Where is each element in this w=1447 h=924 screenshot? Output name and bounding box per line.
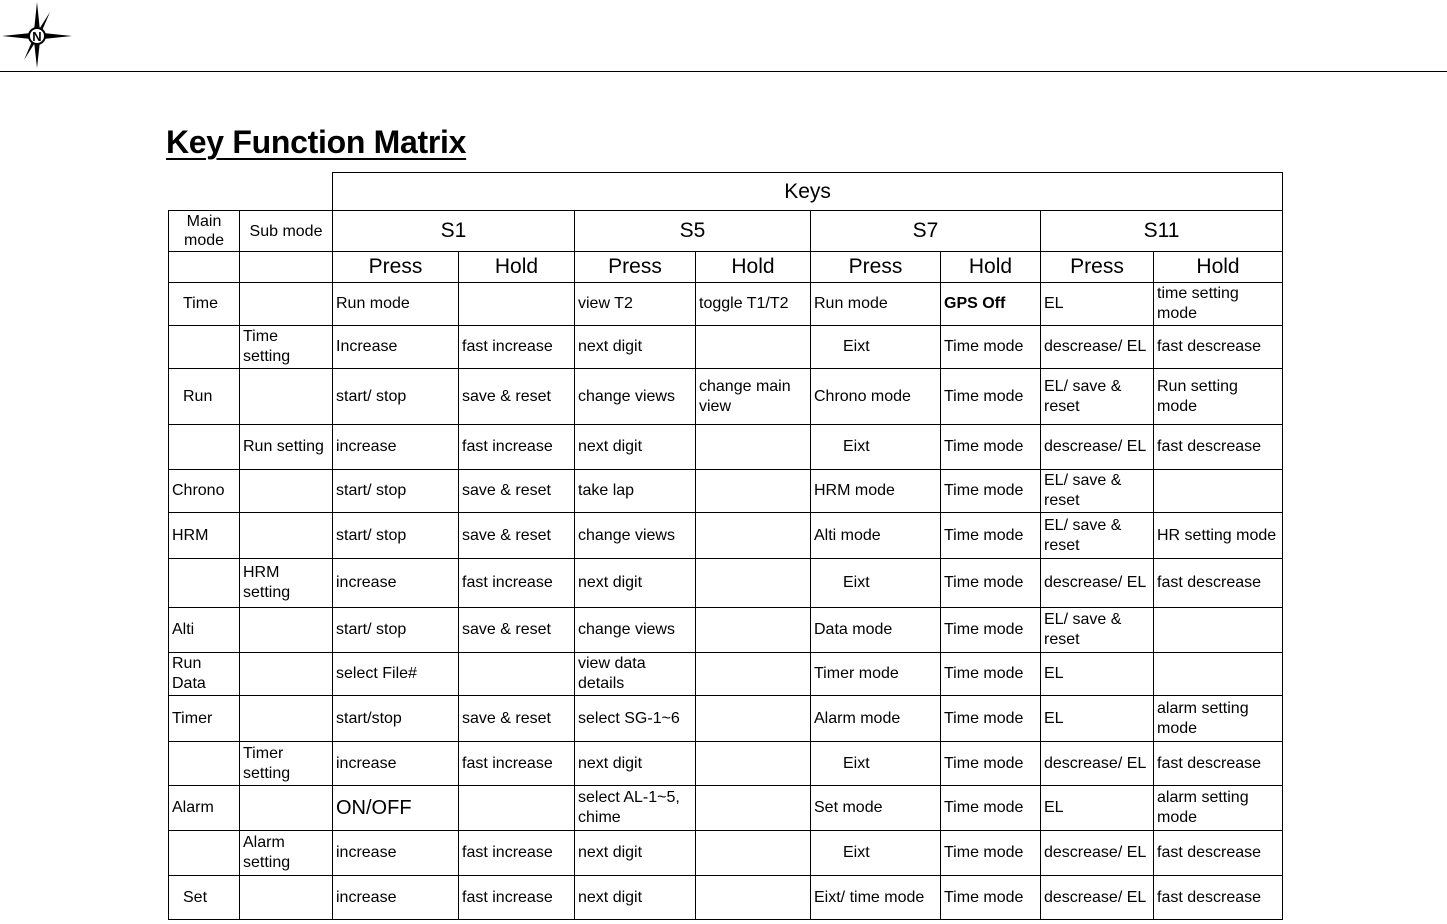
s1-hold-header: Hold: [459, 252, 575, 283]
table-row: [169, 369, 1283, 425]
s5-hold-cell: [696, 425, 811, 470]
s7-press-cell: Eixt/ time mode: [811, 876, 941, 920]
sub-mode-cell: Run setting: [240, 425, 333, 470]
s5-press-cell: select SG-1~6: [575, 696, 696, 742]
s7-hold-cell: Time mode: [941, 513, 1041, 559]
table-row: [169, 876, 1283, 920]
s7-hold-cell: Time mode: [941, 470, 1041, 513]
s11-hold-cell: time setting mode: [1154, 283, 1283, 326]
s1-hold-cell: fast increase: [459, 326, 575, 369]
s7-hold-header: Hold: [941, 252, 1041, 283]
s11-hold-cell: Run setting mode: [1154, 369, 1283, 425]
s11-hold-cell: fast descrease: [1154, 742, 1283, 786]
table-row: [169, 696, 1283, 742]
s5-press-cell: next digit: [575, 876, 696, 920]
s7-press-cell: Timer mode: [811, 653, 941, 696]
s7-press-cell: Eixt: [811, 326, 941, 369]
s1-press-cell: select File#: [333, 653, 459, 696]
sub-mode-cell: [240, 786, 333, 831]
page-title: Key Function Matrix: [166, 124, 467, 160]
s7-press-cell: Eixt: [811, 831, 941, 876]
s11-hold-cell: alarm setting mode: [1154, 696, 1283, 742]
s5-hold-cell: [696, 696, 811, 742]
s1-hold-cell: [459, 786, 575, 831]
s5-hold-cell: [696, 326, 811, 369]
s7-hold-cell: Time mode: [941, 876, 1041, 920]
main-mode-cell: Run: [169, 369, 240, 425]
table-row: [169, 786, 1283, 831]
s1-press-cell: start/ stop: [333, 369, 459, 425]
s1-press-cell: increase: [333, 876, 459, 920]
s11-press-cell: EL: [1041, 786, 1154, 831]
s11-press-cell: descrease/ EL: [1041, 876, 1154, 920]
table-row: [169, 326, 1283, 369]
s5-hold-cell: change main view: [696, 369, 811, 425]
table-row: [169, 653, 1283, 696]
s11-press-cell: EL: [1041, 283, 1154, 326]
s1-hold-cell: [459, 283, 575, 326]
s7-press-cell: Run mode: [811, 283, 941, 326]
main-mode-cell: [169, 742, 240, 786]
key-s1-header: S1: [333, 211, 575, 252]
s7-hold-cell: Time mode: [941, 786, 1041, 831]
s11-hold-cell: fast descrease: [1154, 326, 1283, 369]
s11-press-cell: descrease/ EL: [1041, 326, 1154, 369]
s1-hold-cell: save & reset: [459, 513, 575, 559]
sub-mode-header: Sub mode: [240, 211, 333, 252]
s5-hold-cell: [696, 559, 811, 608]
s7-hold-cell: Time mode: [941, 608, 1041, 653]
s11-press-cell: EL/ save & reset: [1041, 470, 1154, 513]
s11-hold-cell: [1154, 470, 1283, 513]
s7-press-cell: Alarm mode: [811, 696, 941, 742]
s11-press-cell: EL: [1041, 696, 1154, 742]
main-mode-cell: Timer: [169, 696, 240, 742]
s7-press-header: Press: [811, 252, 941, 283]
sub-mode-cell: Time setting: [240, 326, 333, 369]
s7-press-cell: Data mode: [811, 608, 941, 653]
s5-hold-cell: toggle T1/T2: [696, 283, 811, 326]
s1-press-cell: increase: [333, 831, 459, 876]
key-function-matrix: [168, 172, 1283, 920]
s7-hold-cell: Time mode: [941, 696, 1041, 742]
s7-hold-cell: Time mode: [941, 326, 1041, 369]
s1-press-cell: Increase: [333, 326, 459, 369]
s5-press-cell: select AL-1~5, chime: [575, 786, 696, 831]
s5-hold-cell: [696, 608, 811, 653]
s11-press-cell: descrease/ EL: [1041, 831, 1154, 876]
sub-mode-cell: [240, 369, 333, 425]
s11-hold-header: Hold: [1154, 252, 1283, 283]
s11-hold-cell: fast descrease: [1154, 559, 1283, 608]
s1-hold-cell: [459, 653, 575, 696]
s11-hold-cell: alarm setting mode: [1154, 786, 1283, 831]
s5-press-cell: next digit: [575, 326, 696, 369]
header-divider: [0, 71, 1447, 72]
s7-press-cell: HRM mode: [811, 470, 941, 513]
s7-hold-cell: Time mode: [941, 559, 1041, 608]
s1-hold-cell: fast increase: [459, 876, 575, 920]
s5-press-cell: next digit: [575, 559, 696, 608]
key-s5-header: S5: [575, 211, 811, 252]
sub-mode-cell: HRM setting: [240, 559, 333, 608]
s1-hold-cell: fast increase: [459, 742, 575, 786]
s5-hold-cell: [696, 742, 811, 786]
s11-hold-cell: fast descrease: [1154, 876, 1283, 920]
s1-press-cell: start/ stop: [333, 470, 459, 513]
main-mode-cell: [169, 425, 240, 470]
main-mode-cell: Alti: [169, 608, 240, 653]
s7-press-cell: Eixt: [811, 425, 941, 470]
s1-hold-cell: save & reset: [459, 470, 575, 513]
s1-press-cell: increase: [333, 425, 459, 470]
s1-press-cell: ON/OFF: [333, 786, 459, 831]
table-row: [169, 513, 1283, 559]
s5-press-cell: next digit: [575, 425, 696, 470]
main-mode-cell: HRM: [169, 513, 240, 559]
s11-press-cell: EL/ save & reset: [1041, 369, 1154, 425]
s5-hold-cell: [696, 513, 811, 559]
s5-press-header: Press: [575, 252, 696, 283]
s1-hold-cell: save & reset: [459, 608, 575, 653]
s11-press-cell: descrease/ EL: [1041, 742, 1154, 786]
s5-hold-cell: [696, 876, 811, 920]
s5-press-cell: change views: [575, 369, 696, 425]
sub-mode-cell: [240, 470, 333, 513]
s7-hold-cell: Time mode: [941, 425, 1041, 470]
sub-mode-cell: [240, 876, 333, 920]
main-mode-cell: Set: [169, 876, 240, 920]
sub-mode-cell: [240, 283, 333, 326]
sub-mode-cell: [240, 608, 333, 653]
empty-cell: [240, 252, 333, 283]
sub-mode-cell: [240, 513, 333, 559]
s11-press-cell: EL: [1041, 653, 1154, 696]
main-mode-cell: [169, 559, 240, 608]
main-mode-cell: Alarm: [169, 786, 240, 831]
table-row: [169, 608, 1283, 653]
s1-press-cell: Run mode: [333, 283, 459, 326]
main-mode-cell: [169, 831, 240, 876]
s1-hold-cell: save & reset: [459, 696, 575, 742]
main-mode-cell: Time: [169, 283, 240, 326]
s7-hold-cell: Time mode: [941, 742, 1041, 786]
s7-press-cell: Eixt: [811, 742, 941, 786]
s5-hold-cell: [696, 831, 811, 876]
s11-press-cell: EL/ save & reset: [1041, 513, 1154, 559]
s1-hold-cell: fast increase: [459, 559, 575, 608]
s5-hold-cell: [696, 653, 811, 696]
svg-text:N: N: [32, 29, 42, 44]
s5-press-cell: take lap: [575, 470, 696, 513]
key-names-row: [169, 211, 1283, 252]
s11-hold-cell: HR setting mode: [1154, 513, 1283, 559]
s7-hold-cell: Time mode: [941, 653, 1041, 696]
table-row: [169, 283, 1283, 326]
s1-hold-cell: fast increase: [459, 425, 575, 470]
table-row: [169, 559, 1283, 608]
s1-hold-cell: fast increase: [459, 831, 575, 876]
s5-hold-cell: [696, 470, 811, 513]
s11-hold-cell: [1154, 653, 1283, 696]
s11-hold-cell: [1154, 608, 1283, 653]
table-row: [169, 470, 1283, 513]
sub-mode-cell: Timer setting: [240, 742, 333, 786]
s1-press-cell: increase: [333, 742, 459, 786]
action-header-row: [169, 252, 1283, 283]
main-mode-cell: [169, 326, 240, 369]
s5-press-cell: view data details: [575, 653, 696, 696]
s7-hold-cell: GPS Off: [941, 283, 1041, 326]
s5-press-cell: next digit: [575, 742, 696, 786]
key-s11-header: S11: [1041, 211, 1283, 252]
s5-press-cell: change views: [575, 513, 696, 559]
s5-press-cell: next digit: [575, 831, 696, 876]
keys-header-row: [169, 173, 1283, 211]
s5-hold-cell: [696, 786, 811, 831]
s7-hold-cell: Time mode: [941, 831, 1041, 876]
corner-cell: [169, 173, 333, 211]
empty-cell: [169, 252, 240, 283]
s7-press-cell: Set mode: [811, 786, 941, 831]
main-mode-header: Main mode: [169, 211, 240, 252]
sub-mode-cell: Alarm setting: [240, 831, 333, 876]
s7-press-cell: Chrono mode: [811, 369, 941, 425]
s7-press-cell: Eixt: [811, 559, 941, 608]
table-row: [169, 742, 1283, 786]
s11-hold-cell: fast descrease: [1154, 425, 1283, 470]
s1-hold-cell: save & reset: [459, 369, 575, 425]
s5-hold-header: Hold: [696, 252, 811, 283]
main-mode-cell: Chrono: [169, 470, 240, 513]
s1-press-cell: start/stop: [333, 696, 459, 742]
table-row: [169, 831, 1283, 876]
sub-mode-cell: [240, 653, 333, 696]
s11-press-cell: EL/ save & reset: [1041, 608, 1154, 653]
s5-press-cell: view T2: [575, 283, 696, 326]
s11-press-cell: descrease/ EL: [1041, 425, 1154, 470]
s1-press-header: Press: [333, 252, 459, 283]
s7-press-cell: Alti mode: [811, 513, 941, 559]
s11-hold-cell: fast descrease: [1154, 831, 1283, 876]
sub-mode-cell: [240, 696, 333, 742]
s1-press-cell: start/ stop: [333, 513, 459, 559]
table-row: [169, 425, 1283, 470]
key-s7-header: S7: [811, 211, 1041, 252]
compass-star-icon: [0, 0, 74, 70]
s1-press-cell: increase: [333, 559, 459, 608]
main-mode-cell: Run Data: [169, 653, 240, 696]
s1-press-cell: start/ stop: [333, 608, 459, 653]
keys-header: Keys: [333, 173, 1283, 211]
s5-press-cell: change views: [575, 608, 696, 653]
s11-press-cell: descrease/ EL: [1041, 559, 1154, 608]
s11-press-header: Press: [1041, 252, 1154, 283]
s7-hold-cell: Time mode: [941, 369, 1041, 425]
